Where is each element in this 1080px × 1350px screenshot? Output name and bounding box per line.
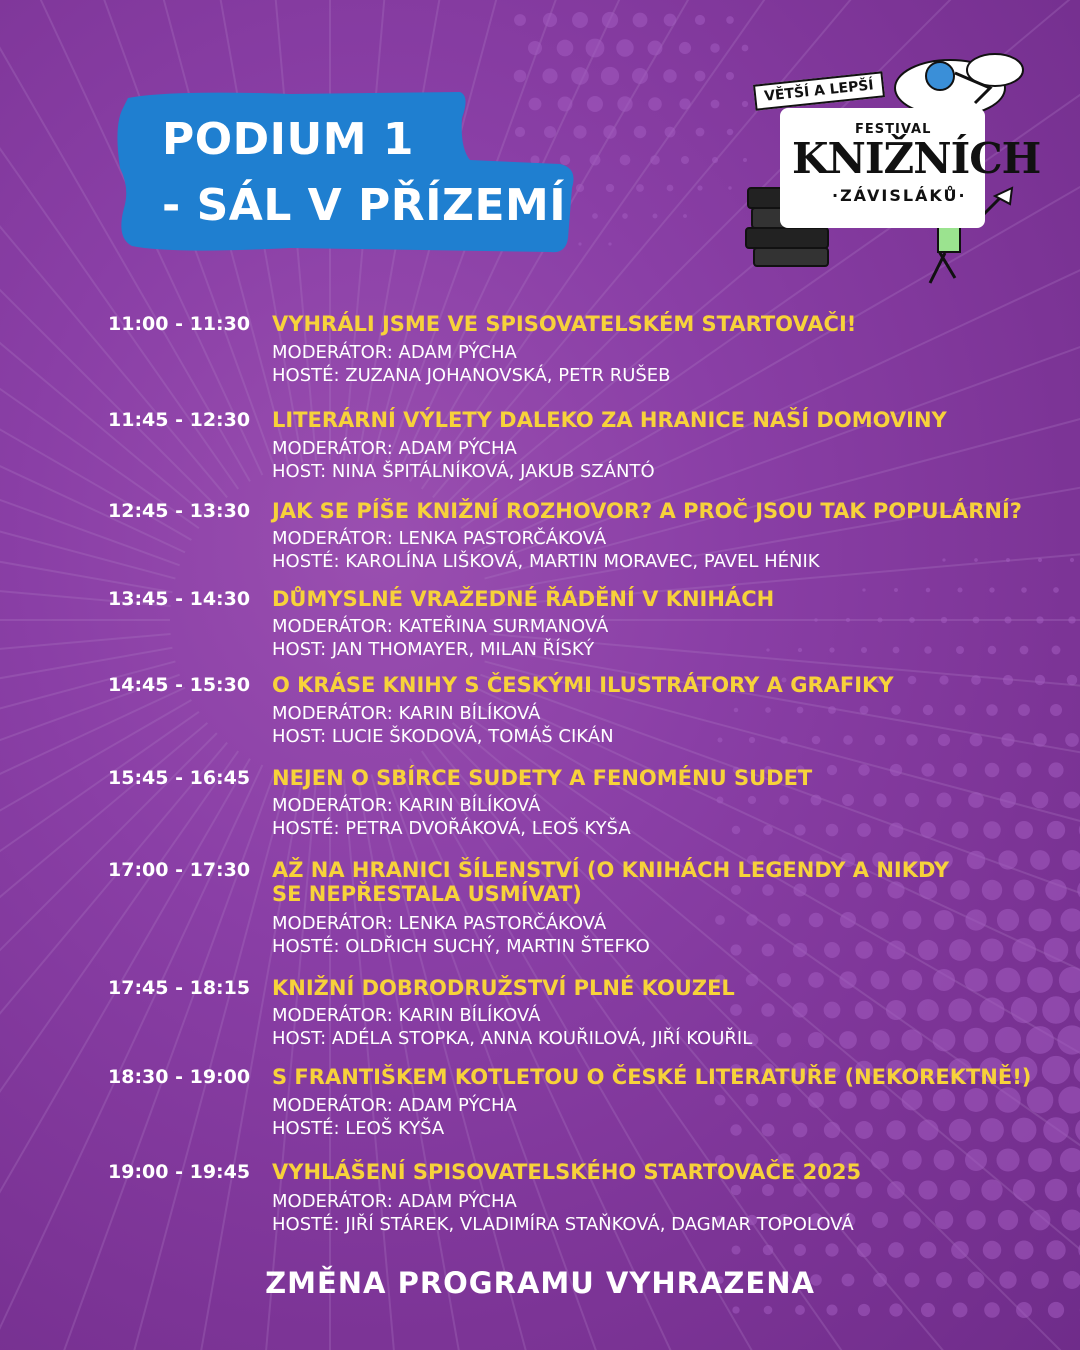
logo-main-word: KNIŽNÍCH [792, 134, 1041, 183]
program-title: JAK SE PÍŠE KNIŽNÍ ROZHOVOR? A PROČ JSOU TAK POPULÁRNÍ? [272, 499, 1022, 523]
program-moderator: MODERÁTOR: KARIN BÍLÍKOVÁ [272, 703, 541, 724]
program-moderator: MODERÁTOR: ADAM PÝCHA [272, 342, 517, 363]
program-title: O KRÁSE KNIHY S ČESKÝMI ILUSTRÁTORY A GRAFIKY [272, 673, 894, 697]
program-guests: HOST: NINA ŠPITÁLNÍKOVÁ, JAKUB SZÁNTÓ [272, 461, 655, 482]
program-moderator: MODERÁTOR: ADAM PÝCHA [272, 1095, 517, 1116]
program-guests: HOST: ADÉLA STOPKA, ANNA KOUŘILOVÁ, JIŘÍ KOUŘIL [272, 1028, 753, 1049]
program-guests: HOSTÉ: LEOŠ KYŠA [272, 1118, 445, 1139]
program-guests: HOST: JAN THOMAYER, MILAN ŘÍSKÝ [272, 639, 595, 660]
program-guests: HOSTÉ: ZUZANA JOHANOVSKÁ, PETR RUŠEB [272, 365, 671, 386]
program-title: DŮMYSLNÉ VRAŽEDNÉ ŘÁDĚNÍ V KNIHÁCH [272, 587, 775, 611]
program-guests: HOSTÉ: PETRA DVOŘÁKOVÁ, LEOŠ KYŠA [272, 818, 631, 839]
program-title: VYHRÁLI JSME VE SPISOVATELSKÉM STARTOVAČI! [272, 312, 857, 336]
program-guests: HOSTÉ: OLDŘICH SUCHÝ, MARTIN ŠTEFKO [272, 936, 650, 957]
program-moderator: MODERÁTOR: ADAM PÝCHA [272, 438, 517, 459]
program-title: NEJEN O SBÍRCE SUDETY A FENOMÉNU SUDET [272, 766, 813, 790]
header-title-line2: - SÁL V PŘÍZEMÍ [162, 180, 567, 231]
program-title: LITERÁRNÍ VÝLETY DALEKO ZA HRANICE NAŠÍ DOMOVINY [272, 408, 947, 432]
program-moderator: MODERÁTOR: LENKA PASTORČÁKOVÁ [272, 528, 607, 549]
program-time: 18:30 - 19:00 [108, 1066, 251, 1088]
program-time: 17:00 - 17:30 [108, 859, 251, 881]
program-time: 11:45 - 12:30 [108, 409, 251, 431]
program-title: KNIŽNÍ DOBRODRUŽSTVÍ PLNÉ KOUZEL [272, 976, 735, 1000]
program-moderator: MODERÁTOR: ADAM PÝCHA [272, 1191, 517, 1212]
program-title: AŽ NA HRANICI ŠÍLENSTVÍ (O KNIHÁCH LEGENDY A NIKDY SE NEPŘESTALA USMÍVAT) [272, 858, 950, 906]
program-title: S FRANTIŠKEM KOTLETOU O ČESKÉ LITERATUŘE (NEKOREKTNĚ!) [272, 1065, 1032, 1089]
logo-subtitle: ·ZÁVISLÁKŮ· [832, 186, 967, 205]
program-time: 19:00 - 19:45 [108, 1161, 251, 1183]
logo-tag: VĚTŠÍ A LEPŠÍ [753, 71, 885, 110]
program-moderator: MODERÁTOR: KARIN BÍLÍKOVÁ [272, 795, 541, 816]
program-moderator: MODERÁTOR: KATEŘINA SURMANOVÁ [272, 616, 609, 637]
header-badge [110, 88, 580, 258]
program-time: 13:45 - 14:30 [108, 588, 251, 610]
program-guests: HOSTÉ: KAROLÍNA LIŠKOVÁ, MARTIN MORAVEC, PAVEL HÉNIK [272, 551, 820, 572]
program-time: 14:45 - 15:30 [108, 674, 251, 696]
program-moderator: MODERÁTOR: KARIN BÍLÍKOVÁ [272, 1005, 541, 1026]
program-change-notice: ZMĚNA PROGRAMU VYHRAZENA [265, 1266, 815, 1300]
program-guests: HOST: LUCIE ŠKODOVÁ, TOMÁŠ CIKÁN [272, 726, 614, 747]
header-title-line1: PODIUM 1 [162, 114, 414, 165]
logo-festival-label: FESTIVAL [855, 122, 932, 137]
festival-logo [740, 48, 1041, 298]
program-title: VYHLÁŠENÍ SPISOVATELSKÉHO STARTOVAČE 2025 [272, 1160, 862, 1184]
program-time: 11:00 - 11:30 [108, 313, 251, 335]
program-time: 17:45 - 18:15 [108, 977, 251, 999]
program-guests: HOSTÉ: JIŘÍ STÁREK, VLADIMÍRA STAŇKOVÁ, DAGMAR TOPOLOVÁ [272, 1214, 854, 1235]
program-moderator: MODERÁTOR: LENKA PASTORČÁKOVÁ [272, 913, 607, 934]
program-time: 12:45 - 13:30 [108, 500, 251, 522]
program-time: 15:45 - 16:45 [108, 767, 251, 789]
